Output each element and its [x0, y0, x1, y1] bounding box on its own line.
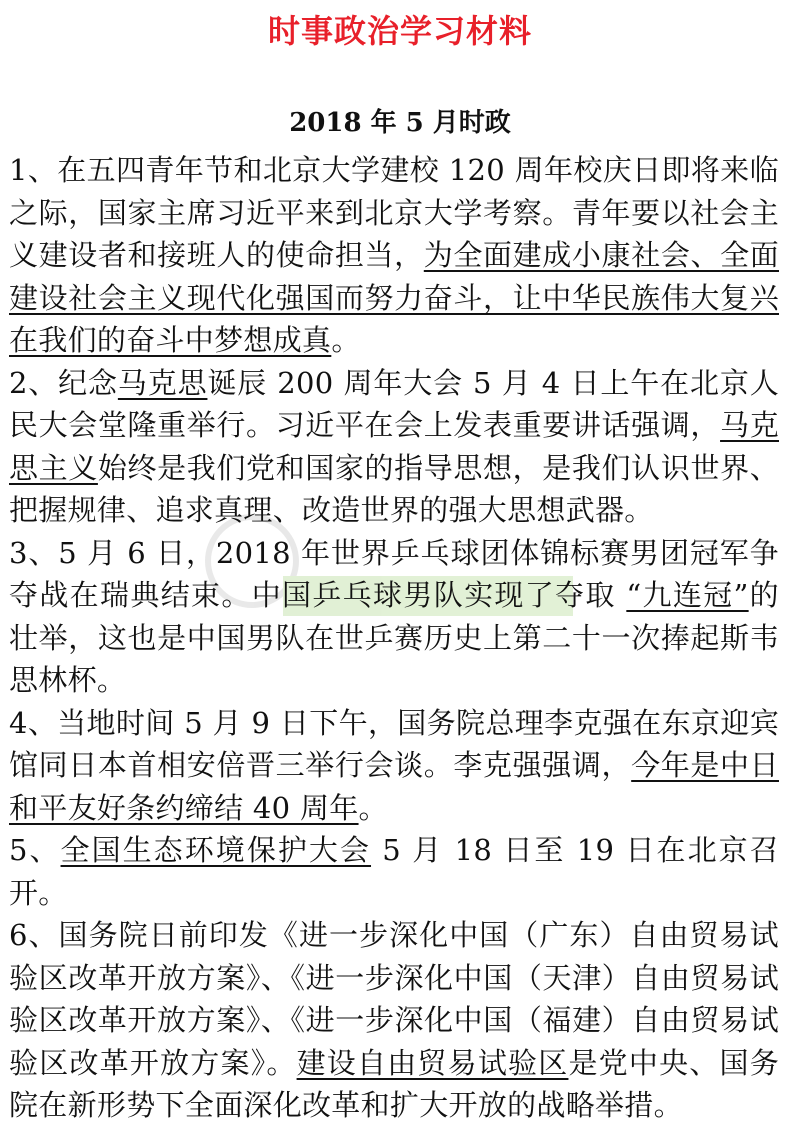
news-text: 2、纪念: [9, 365, 118, 400]
document-title: 时事政治学习材料: [267, 12, 532, 50]
news-list: [9, 149, 779, 1127]
news-item-1: [9, 149, 779, 362]
news-text: 1、在五四青年节和北京大学建校 120 周年校庆日即将来临之际，国家主席习近平来到北京大学考察。青年要以社会主义建设者和接班人的使命担当，: [9, 153, 779, 272]
news-text: 诞辰 200 周年大会 5 月 4 日上午在北京人民大会堂隆重举行。习近平在会上发表重要讲话强调，: [9, 365, 779, 442]
news-item-6: [9, 914, 779, 1127]
news-text: 。: [358, 790, 388, 825]
news-item-5: [9, 829, 779, 914]
section-subtitle: 2018 年 5 月时政: [289, 108, 511, 138]
key-point-underline: 马克思主义: [9, 408, 779, 485]
key-point-underline: 马克思: [117, 365, 208, 400]
news-text: 5、: [9, 833, 61, 867]
news-item-4: [9, 702, 779, 830]
news-text: 4、当地时间 5 月 9 日下午，国务院总理李克强在东京迎宾馆同日本首相安倍晋三举行会谈。李克强强调，: [9, 705, 779, 782]
news-text: 始终是我们党和国家的指导思想，是我们认识世界、把握规律、追求真理、改造世界的强大思想武器。: [9, 450, 779, 527]
news-text: 5 月 18 日至 19 日在北京召开。: [9, 833, 779, 910]
news-text: 3、5 月 6 日，2018 年世界乒乓球团体锦标赛男团冠军争夺战在瑞典结束。中国乒乓球男队实现了夺取: [9, 535, 779, 612]
news-text: 是党中央、国务院在新形势下全面深化改革和扩大开放的战略举措。: [9, 1045, 779, 1122]
key-point-underline: 建设自由贸易试验区: [296, 1045, 569, 1080]
key-point-underline: 为全面建成小康社会、全面建设社会主义现代化强国而努力奋斗，让中华民族伟大复兴在我们的奋斗中梦想成真: [9, 238, 779, 357]
key-point-underline: 今年是中日和平友好条约缔结 40 周年: [9, 748, 779, 825]
key-point-underline: 全国生态环境保护大会: [60, 833, 372, 867]
news-item-3: [9, 532, 779, 702]
key-point-underline: “九连冠”: [626, 578, 749, 612]
news-item-2: [9, 362, 779, 532]
news-text: 。: [331, 323, 361, 357]
news-text: 6、国务院日前印发《进一步深化中国（广东）自由贸易试验区改革开放方案》、《进一步深化中国（天津）自由贸易试验区改革开放方案》、《进一步深化中国（福建）自由贸易试验区改革开放方案》。: [9, 918, 779, 1080]
news-text: 的壮举，这也是中国男队在世乒赛历史上第二十一次捧起斯韦思林杯。: [9, 578, 779, 697]
